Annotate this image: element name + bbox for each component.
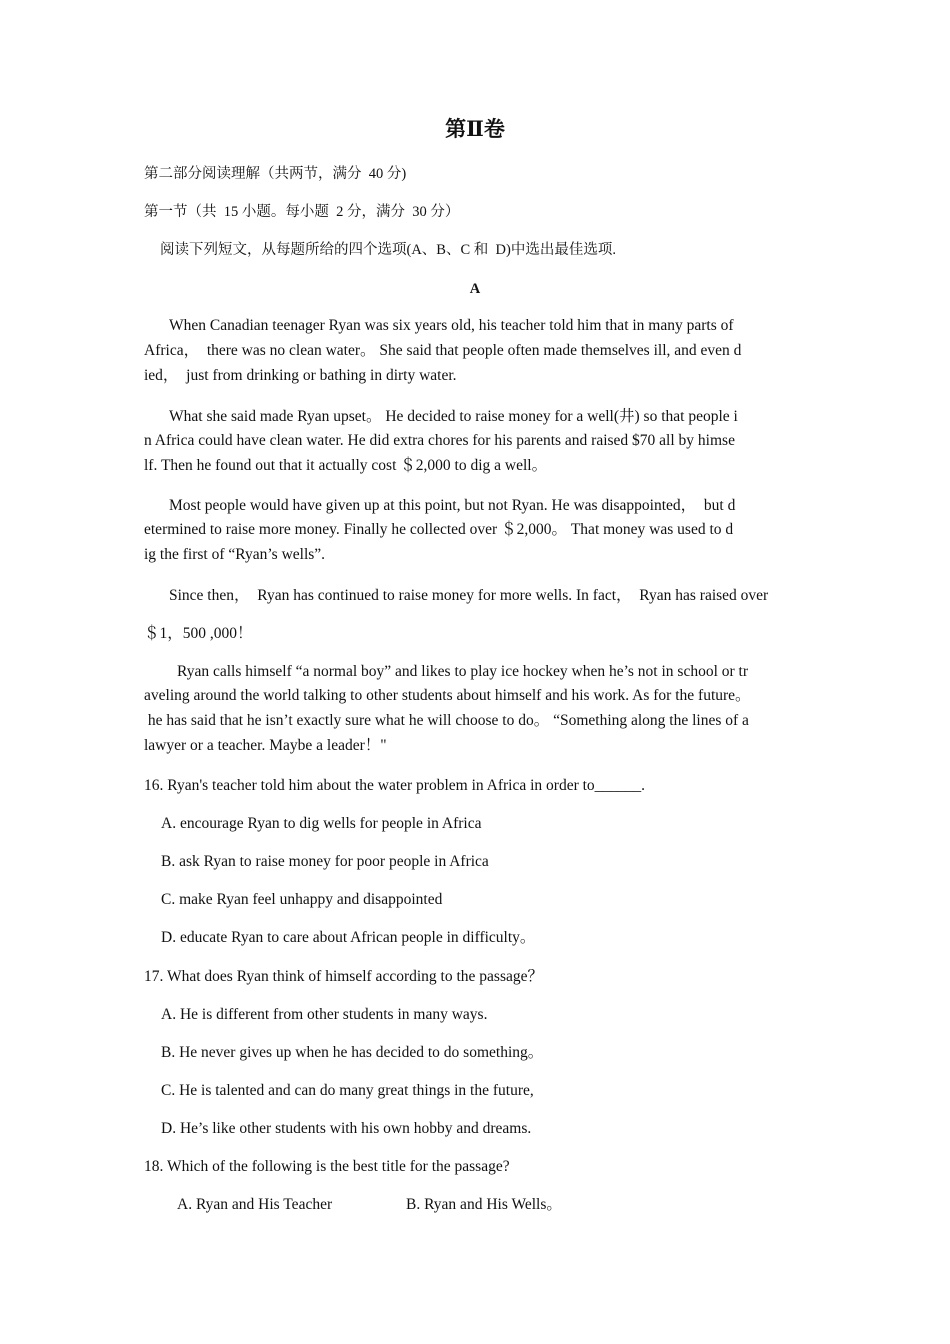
passage-line: ied， just from drinking or bathing in dirty water. <box>144 367 457 384</box>
passage-line: Ryan calls himself “a normal boy” and likes to play ice hockey when he’s not in school or tr <box>177 663 749 680</box>
question-18-stem: 18. Which of the following is the best title for the passage? <box>144 1158 510 1175</box>
passage-line: What she said made Ryan upset。 He decided to raise money for a well(井) so that people i <box>169 408 738 425</box>
passage-line: etermined to raise more money. Finally he collected over ＄2,000。 That money was used to d <box>144 521 734 538</box>
question-17-option-d: D. He’s like other students with his own hobby and dreams. <box>161 1120 532 1137</box>
question-16-option-a: A. encourage Ryan to dig wells for people in Africa <box>161 815 482 832</box>
page-title: 第Ⅱ卷 <box>445 117 505 141</box>
instruction-text: 阅读下列短文，从每题所给的四个选项(A、B、C 和 D)中选出最佳选项. <box>160 242 616 258</box>
question-16-option-b: B. ask Ryan to raise money for poor people in Africa <box>161 853 489 870</box>
passage-line: aveling around the world talking to other students about himself and his work. As for the future。 <box>144 687 751 704</box>
passage-line: lf. Then he found out that it actually cost ＄2,000 to dig a well。 <box>144 457 548 474</box>
question-16-option-c: C. make Ryan feel unhappy and disappointed <box>161 891 443 908</box>
question-17-option-c: C. He is talented and can do many great things in the future, <box>161 1082 534 1099</box>
question-18-option-b: B. Ryan and His Wells。 <box>406 1196 562 1213</box>
question-18-option-a: A. Ryan and His Teacher <box>177 1196 333 1213</box>
passage-label: A <box>469 281 481 297</box>
question-17-stem: 17. What does Ryan think of himself according to the passage？ <box>144 968 543 985</box>
question-17-option-a: A. He is different from other students in many ways. <box>161 1006 488 1023</box>
passage-line: Most people would have given up at this point, but not Ryan. He was disappointed， but d <box>169 497 736 514</box>
passage-line: ig the first of “Ryan’s wells”. <box>144 546 326 563</box>
passage-line: ＄1，500 ,000！ <box>144 625 253 642</box>
passage-line: Africa， there was no clean water。 She said that people often made themselves ill, and even d <box>144 342 742 359</box>
question-17-option-b: B. He never gives up when he has decided to do something。 <box>161 1044 544 1061</box>
passage-line: Since then， Ryan has continued to raise money for more wells. In fact， Ryan has raised over <box>169 587 769 604</box>
passage-line: When Canadian teenager Ryan was six years old, his teacher told him that in many parts of <box>169 317 734 334</box>
section-heading: 第一节（共 15 小题。每小题 2 分，满分 30 分） <box>144 204 460 220</box>
question-16-option-d: D. educate Ryan to care about African people in difficulty。 <box>161 929 536 946</box>
question-16-stem: 16. Ryan's teacher told him about the water problem in Africa in order to______. <box>144 777 646 794</box>
passage-line: n Africa could have clean water. He did extra chores for his parents and raised $70 all by himse <box>144 432 735 449</box>
passage-line: he has said that he isn’t exactly sure what he will choose to do。 “Something along the lines of a <box>144 712 749 729</box>
part-heading: 第二部分阅读理解（共两节，满分 40 分) <box>144 166 407 182</box>
passage-line: lawyer or a teacher. Maybe a leader！" <box>144 737 387 754</box>
